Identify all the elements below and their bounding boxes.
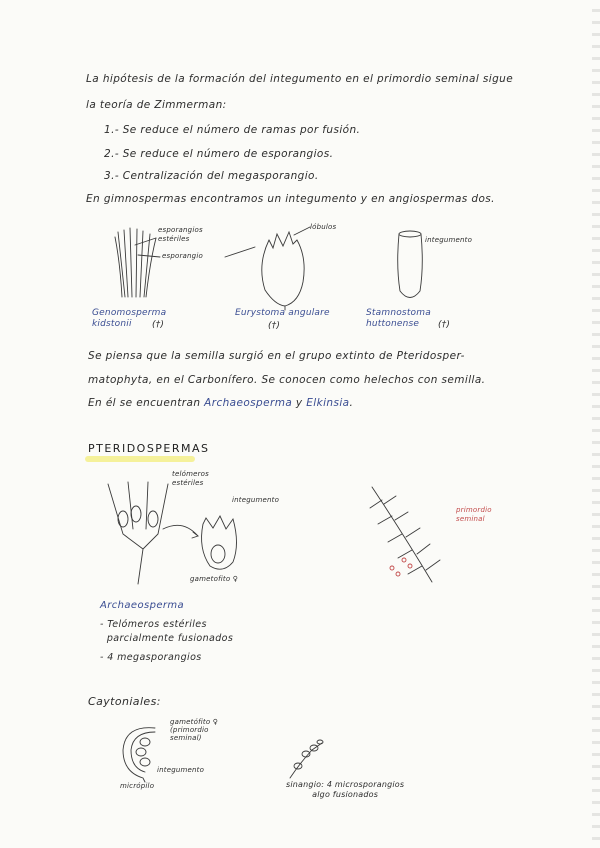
bullet-telomeros: - Telómeros estériles parcialmente fusionados (100, 619, 234, 644)
pterido-line-3 (88, 397, 353, 409)
sinangio-sketch (282, 738, 332, 783)
pterido-line-2: matophyta, en el Carbonífero. Se conocen como helechos con semilla. (88, 374, 486, 386)
label-gametofito-1: gametofito ♀ (190, 575, 239, 583)
intro-line-1: La hipótesis de la formación del integumento en el primordio seminal sigue (86, 73, 514, 85)
label-integumento-1: integumento (425, 236, 473, 244)
label-sinangio: sinangio: 4 microsporangios algo fusionados (286, 780, 405, 799)
intro-line-2: la teoría de Zimmerman: (86, 99, 227, 111)
lobulos-leader (292, 225, 312, 239)
section-title-caytoniales: Caytoniales: (88, 695, 161, 708)
stamnostoma-sketch (390, 226, 430, 306)
label-micropilo: micrópilo (120, 782, 155, 790)
genus-elkinsia: Elkinsia (306, 397, 350, 409)
caption-genomosperma-mark: (†) (152, 320, 165, 330)
pterido-line-1: Se piensa que la semilla surgió en el grupo extinto de Pteridosper- (88, 350, 465, 362)
label-telomeros-esteriles: telómeros estériles (172, 470, 210, 487)
label-integumento-3: integumento (157, 766, 205, 774)
caption-stamnostoma: Stamnostoma huttonense (366, 308, 431, 329)
fern-frond-sketch (362, 482, 457, 592)
label-gametofito-2: gametófito ♀ (primordio seminal) (170, 718, 219, 742)
label-esporangio: esporangio (162, 252, 203, 260)
bullet-megasporangios: - 4 megasporangios (100, 652, 202, 663)
list-item-3: 3.- Centralización del megasporangio. (104, 170, 319, 182)
title-highlight (85, 456, 195, 462)
list-item-2: 2.- Se reduce el número de esporangios. (104, 148, 334, 160)
pterido-line-3-suffix: . (349, 397, 354, 409)
pterido-line-3-prefix: En él se encuentran (88, 397, 205, 409)
caption-stamnostoma-mark: (†) (438, 320, 451, 330)
section-title-pteridospermas: PTERIDOSPERMAS (88, 442, 210, 455)
caption-genomosperma: Genomosperma kidstonii (92, 308, 167, 329)
label-lobulos: lóbulos (310, 223, 337, 231)
caption-eurystoma: Eurystoma angulare (235, 308, 330, 318)
spiral-binding-edge (592, 0, 600, 848)
list-item-1: 1.- Se reduce el número de ramas por fusión. (104, 124, 361, 136)
genus-archaeosperma: Archaeosperma (204, 397, 293, 409)
label-integumento-2: integumento (232, 496, 280, 504)
subtitle-archaeosperma: Archaeosperma (100, 600, 185, 611)
label-primordio-seminal: primordio seminal (456, 506, 492, 523)
label-leader-lines (130, 235, 260, 265)
intro-line-3: En gimnospermas encontramos un integumento y en angiospermas dos. (86, 193, 495, 205)
archaeosperma-sketch (98, 474, 268, 594)
pterido-line-3-middle: y (292, 397, 307, 409)
caption-eurystoma-mark: (†) (268, 321, 281, 331)
caytoniales-cupule-sketch (115, 720, 175, 785)
label-esporangios-esteriles: esporangios estériles (158, 226, 203, 243)
